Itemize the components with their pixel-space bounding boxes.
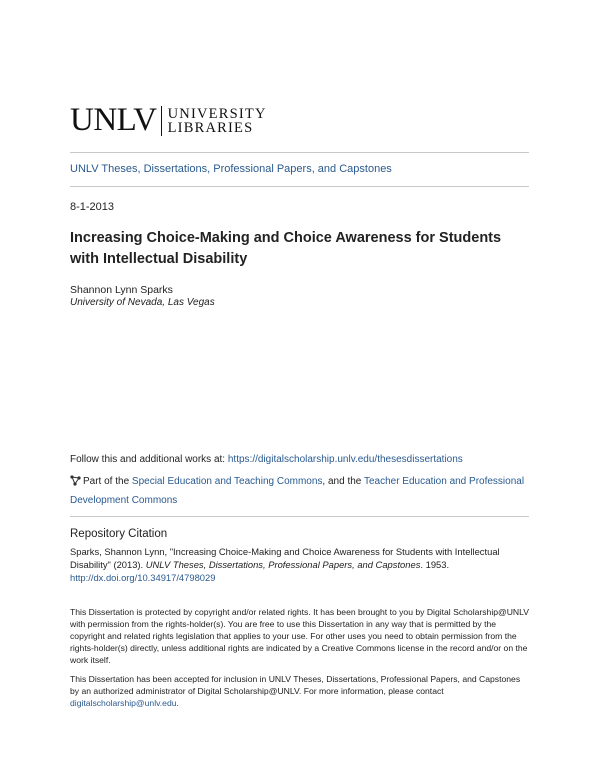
repository-citation-heading: Repository Citation [70, 528, 168, 540]
logo-libraries-text [168, 107, 267, 135]
teacher-education-commons-link[interactable]: Teacher Education and Professional Development Commons [70, 476, 525, 506]
document-title: Increasing Choice-Making and Choice Awareness for Students with Intellectual Disability [70, 230, 502, 267]
divider-series [70, 186, 529, 187]
logo-line-university: UNIVERSITY [167, 105, 267, 122]
publication-date: 8-1-2013 [70, 201, 115, 213]
citation-series: UNLV Theses, Dissertations, Professional Papers, and Capstones [145, 559, 421, 570]
acceptance-statement [70, 673, 530, 709]
doi-link[interactable]: http://dx.doi.org/10.34917/4798029 [70, 572, 216, 583]
citation-main: Sparks, Shannon Lynn, "Increasing Choice-Making and Choice Awareness for Students with Intellectual Disability" (2013). [70, 546, 500, 570]
logo-line-libraries: LIBRARIES [167, 119, 254, 136]
repository-citation-text [70, 545, 530, 584]
acceptance-text: This Dissertation has been accepted for inclusion in UNLV Theses, Dissertations, Professional Papers, and Capstones by an authorized administrator of Digital Scholarship@UNLV. For more information, please contact [70, 674, 521, 696]
author-affiliation: University of Nevada, Las Vegas [70, 297, 215, 308]
citation-number: . 1953. [420, 559, 450, 570]
follow-line [70, 454, 463, 465]
part-of-commons [70, 473, 530, 509]
acceptance-end: . [176, 698, 179, 708]
unlv-libraries-logo [70, 104, 267, 137]
special-education-commons-link[interactable]: Special Education and Teaching Commons [131, 476, 323, 487]
partof-middle: , and the [322, 476, 362, 487]
logo-divider [161, 106, 162, 136]
divider-top [70, 152, 529, 153]
author-name: Shannon Lynn Sparks [70, 284, 173, 296]
follow-text: Follow this and additional works at: [70, 454, 226, 465]
contact-email-link[interactable]: digitalscholarship@unlv.edu [70, 698, 177, 708]
rights-statement: This Dissertation is protected by copyright and/or related rights. It has been brought to you by Digital Scholarship@UNLV with permission from the rights-holder(s). You are free to use this Dissertation in any way that is permitted by the copyright and related rights legislation that applies to your use. For other uses you need to obtain permission from the rights-holder(s) directly, unless additional rights are indicated by a Creative Commons license in the record and/or on the work itself. [70, 607, 530, 665]
collection-url-link[interactable]: https://digitalscholarship.unlv.edu/thesesdissertations [227, 454, 463, 465]
partof-prefix: Part of the [83, 476, 130, 487]
network-commons-icon [70, 475, 81, 492]
divider-citation [70, 516, 529, 517]
series-link[interactable]: UNLV Theses, Dissertations, Professional Papers, and Capstones [70, 163, 392, 175]
logo-unlv-text: UNLV [70, 102, 157, 138]
